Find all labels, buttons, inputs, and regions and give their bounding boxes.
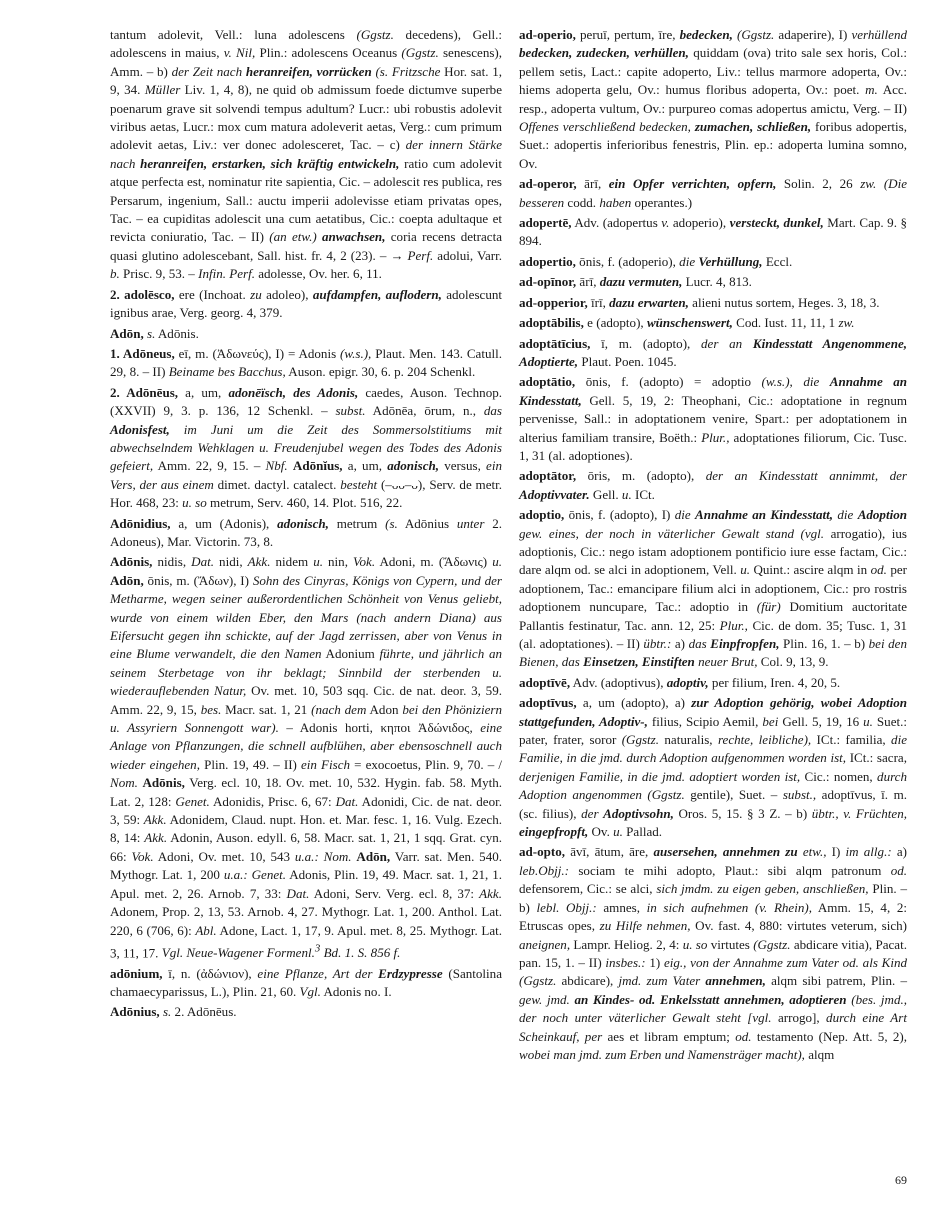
dictionary-entry: tantum adolevit, Vell.: luna adolescens (Ggstz. decedens), Gell.: adolescens in maius, v. Nil, Plin.: adolescens Oceanus (Ggstz. senescens), Amm. – b) der Zeit nach heranreifen, vorrücken (s. Fritzsche Hor. sat. 1, 9, 34. Müller Liv. 1, 4, 8), ne quid ob admissum foede dictumve superbe poenarum grave sit solvendi tempus adultum? Lucr.: ubi robustis adolevit viribus aetas, Lucr.: mox cum matura adoleverit aetas, Verg.: cum primum adolevit aetas, Liv.: ver donec adolesceret, Tac. – c) der innern Stärke nach heranreifen, erstarken, sich kräftig entwickeln, ratio cum adolevit atque perfecta est, nominatur rite sapientia, Cic. – adolescit res publica, res Persarum, ingenium, Sall.: auctu imperii adolevisse etiam privatas opes, Tac. – ea cupiditas adolescit una cum aetatibus, Cic.: coepta adultaque et revicta coniuratio, Tac. – II) (an etw.) anwachsen, coria recens detracta quasi glutino adolescebant, Sall. hist. fr. 4, 2 (23). – → Perf. adolui, Varr. b. Prisc. 9, 53. – Infin. Perf. adolesse, Ov. her. 6, 11. bbox=[110, 27, 503, 282]
dictionary-entry: ad-operor, ārī, ein Opfer verrichten, opfern, Solin. 2, 26 zw. (Die besseren codd. haben operantes.) bbox=[519, 176, 908, 210]
dictionary-entry: ad-operio, peruī, pertum, īre, bedecken, (Ggstz. adaperire), I) verhüllend bedecken, zudecken, verhüllen, quiddam (ova) trito sale sex horis, Col.: pellem setis, Lact.: capite adoperto, Liv.: tellus marmore adoperta, Ov.: hiems adoperta gelu, Ov.: humus floribus adoperta, Ov.: poet. m. Acc. resp., adoperta vultum, Ov.: purpureo comas adopertus amictu, Verg. – II) Offenes verschließend bedecken, zumachen, schließen, foribus adopertis, Suet.: adopertis inferioribus fenestris, Plin. ep.: adoperta lumina somno, Ov. bbox=[519, 27, 908, 171]
dictionary-entry: ad-opto, āvī, ātum, āre, ausersehen, annehmen zu etw., I) im allg.: a) leb.Objj.: sociam te mihi adopto, Plaut.: sibi alqm patronum od. defensorem, Cic.: se alci, sich jmdm. zu eigen geben, anschließen, Plin. – b) lebl. Objj.: amnes, in sich aufnehmen (v. Rhein), Amm. 15, 4, 2: Etruscas opes, zu Hilfe nehmen, Ov. fast. 4, 880: virtutes veterum, sich) aneignen, Lampr. Heliog. 2, 4: u. so virtutes (Ggstz. abdicare vitia), Pacat. pan. 15, 1. – II) insbes.: 1) eig., von der Annahme zum Vater od. als Kind (Ggstz. abdicare), jmd. zum Vater annehmen, alqm sibi patrem, Plin. – gew. jmd. an Kindes- od. Enkelsstatt annehmen, adoptieren (bes. jmd., der noch unter väterlicher Gewalt steht [vgl. arrogo], durch eine Art Scheinkauf, per aes et libram emptum; od. testamento (Nep. Att. 5, 2), wobei man jmd. zum Erben und Namensträger macht), alqm bbox=[519, 844, 908, 1062]
dictionary-entry: Adōnidius, a, um (Adonis), adonisch, metrum (s. Adōnius unter 2. Adoneus), Mar. Victorin. 73, 8. bbox=[110, 515, 502, 549]
dictionary-entry: 2. adolēsco, ere (Inchoat. zu adoleo), aufdampfen, auflodern, adolescunt ignibus arae, Verg. georg. 4, 379. bbox=[110, 286, 502, 321]
dictionary-entry: adoptābilis, e (adopto), wünschenswert, Cod. Iust. 11, 11, 1 zw. bbox=[519, 315, 855, 331]
dictionary-entry: Adōn, s. Adōnis. bbox=[110, 325, 199, 341]
dictionary-entry: adoptātīcius, ī, m. (adopto), der an Kindesstatt Angenommene, Adoptierte, Plaut. Poen. 1045. bbox=[519, 335, 908, 369]
dictionary-entry: Adōnis, nidis, Dat. nidi, Akk. nidem u. nin, Vok. Adoni, m. (Ἄδωνις) u. Adōn, ōnis, m. (Ἄδων), I) Sohn des Cinyras, Königs von Cypern, und der Metharme, wegen seiner außerordentlichen Schönheit von Venus geliebt, wurde von einem wilden Eber, den Mars (nach andern Diana) aus Eifersucht gegen ihn schickte, auf der Jagd zerrissen, aber von Venus in eine Blume verwandelt, die den Namen Adonium führte, und jährlich an seinem Sterbetage von ihr beklagt; Sinnbild der sterbenden u. wiederauflebenden Natur, Ov. met. 10, 503 sqq. Cic. de nat. deor. 3, 59. Amm. 22, 9, 15, bes. Macr. sat. 1, 21 (nach dem Adon bei den Phöniziern u. Assyriern Sonnengott war). – Adonis horti, κηποι Ἀδώνιδος, eine Anlage von Pflanzungen, die schnell aufblühen, aber ebensoschnell auch wieder eingehen, Plin. 19, 49. – II) ein Fisch = exocoetus, Plin. 9, 70. – / Nom. Adōnis, Verg. ecl. 10, 18. Ov. met. 10, 532. Hygin. fab. 58. Myth. Lat. 2, 128: Genet. Adonidis, Prisc. 6, 67: Dat. Adonidi, Cic. de nat. deor. 3, 59: Akk. Adonidem, Claud. nupt. Hon. et. Mar. fesc. 1, 16. Vulg. Ezech. 8, 14: Akk. Adonin, Auson. edyll. 6, 58. Macr. sat. 1, 21, 1 sqq. Grat. cyn. 66: Vok. Adoni, Ov. met. 10, 543 u.a.: Nom. Adōn, Varr. sat. Men. 540. Mythogr. Lat. 1, 200 u.a.: Genet. Adonis, Plin. 19, 49. Macr. sat. 1, 21, 1. Apul. met. 2, 26. Arnob. 7, 33: Dat. Adoni, Serv. Verg. ecl. 8, 37: Akk. Adonem, Prop. 2, 13, 53. Arnob. 4, 27. Mythogr. Lat. 1, 200. Anthol. Lat. 220, 6 (706, 6): Abl. Adone, Lact. 1, 17, 9. Apul. met. 8, 25. Mythogr. Lat. 3, 11, 17. Vgl. Neue-Wagener Formenl.$^3$ Bd. 1. S. 856 f. bbox=[110, 554, 503, 961]
dictionary-entry: adoptātor, ōris, m. (adopto), der an Kindesstatt annimmt, der Adoptivvater. Gell. u. ICt. bbox=[519, 468, 907, 502]
dictionary-entry: 2. Adōnēus, a, um, adonēïsch, des Adonis, caedes, Auson. Technop. (XXVII) 9, 3. p. 136, 12 Schenkl. – subst. Adōnēa, ōrum, n., das Adonisfest, im Juni um die Zeit des Sommersolstitiums mit abwechselndem Wehklagen u. Freudenjubel wegen des Todes des Adonis gefeiert, Amm. 22, 9, 15. – Nbf. Adōnĭus, a, um, adonisch, versus, ein Vers, der aus einem dimet. dactyl. catalect. besteht (–ᴗᴗ–ᴗ), Serv. de metr. Hor. 468, 23: u. so metrum, Serv. 460, 14. Plot. 516, 22. bbox=[110, 384, 503, 511]
dictionary-entry: adoptīvē, Adv. (adoptivus), adoptiv, per filium, Iren. 4, 20, 5. bbox=[519, 674, 841, 690]
page-number: 69 bbox=[895, 1173, 907, 1187]
dictionary-entry: ad-opīnor, ārī, dazu vermuten, Lucr. 4, 813. bbox=[519, 274, 752, 290]
dictionary-entry: adopertio, ōnis, f. (adoperio), die Verhüllung, Eccl. bbox=[519, 253, 793, 269]
dictionary-entry: 1. Adōneus, eī, m. (Ἀδωνεύς), I) = Adonis (w.s.), Plaut. Men. 143. Catull. 29, 8. – II) Beiname bes Bacchus, Auson. epigr. 30, 6. p. 204 Schenkl. bbox=[110, 345, 503, 380]
dictionary-entry: adoptātio, ōnis, f. (adopto) = adoptio (w.s.), die Annahme an Kindesstatt, Gell. 5, 19, 2: Theophani, Cic.: adoptatione in regnum pervenisse, Sall.: in adoptationem venire, Spart.: per adoptationem in alterius familiam transire, Boëth.: Plur., adoptationes filiorum, Cic. Tusc. 1, 31 (al. adoptiones). bbox=[519, 374, 908, 463]
right-column bbox=[519, 26, 907, 1066]
dictionary-entry: Adōnius, s. 2. Adōnēus. bbox=[110, 1004, 237, 1020]
dictionary-entry: adōnium, ī, n. (ἀδώνιον), eine Pflanze, Art der Erdzypresse (Santolina chamaecyparissus, L.), Plin. 21, 60. Vgl. Adonis no. I. bbox=[110, 965, 502, 1000]
dictionary-entry: adoptio, ōnis, f. (adopto), I) die Annahme an Kindesstatt, die Adoption gew. eines, der noch in väterlicher Gewalt stand (vgl. arrogatio), ius adoptionis, Cic.: nego istam adoptionem pontificio iure esse factam, Cic.: dare alqm od. se alci in adoptionem, Vell. u. Quint.: ascire alqm in od. per adoptionem, Tac.: emancipare filium alci in adoptionem, Cic.: pro rostris adoptionem nuncupare, Tac.: adoptio in (für) Domitium auctoritate Pallantis festinatur, Tac. ann. 12, 25: Plur., Cic. de dom. 35; Tusc. 1, 31 (al. adoptationes). – II) übtr.: a) das Einpfropfen, Plin. 16, 1. – b) bei den Bienen, das Einsetzen, Einstiften neuer Brut, Col. 9, 13, 9. bbox=[519, 507, 908, 670]
dictionary-entry: adoptīvus, a, um (adopto), a) zur Adoption gehörig, wobei Adoption stattgefunden, Adoptiv-, filius, Scipio Aemil, bei Gell. 5, 19, 16 u. Suet.: pater, frater, soror (Ggstz. naturalis, rechte, leibliche), ICt.: familia, die Familie, in die jmd. durch Adoption aufgenommen worden ist, ICt.: sacra, derjenigen Familie, in die jmd. adoptiert worden ist, Cic.: nomen, durch Adoption angenommen (Ggstz. gentile), Suet. – subst., adoptīvus, ī. m. (sc. filius), der Adoptivsohn, Oros. 5, 15. § 3 Z. – b) übtr., v. Früchten, eingepfropft, Ov. u. Pallad. bbox=[519, 695, 908, 840]
dictionary-entry: ad-opperior, īrī, dazu erwarten, alieni nutus sortem, Heges. 3, 18, 3. bbox=[519, 294, 880, 310]
dictionary-entry: adopertē, Adv. (adopertus v. adoperio), versteckt, dunkel, Mart. Cap. 9. § 894. bbox=[519, 215, 907, 249]
left-column bbox=[110, 26, 502, 1024]
